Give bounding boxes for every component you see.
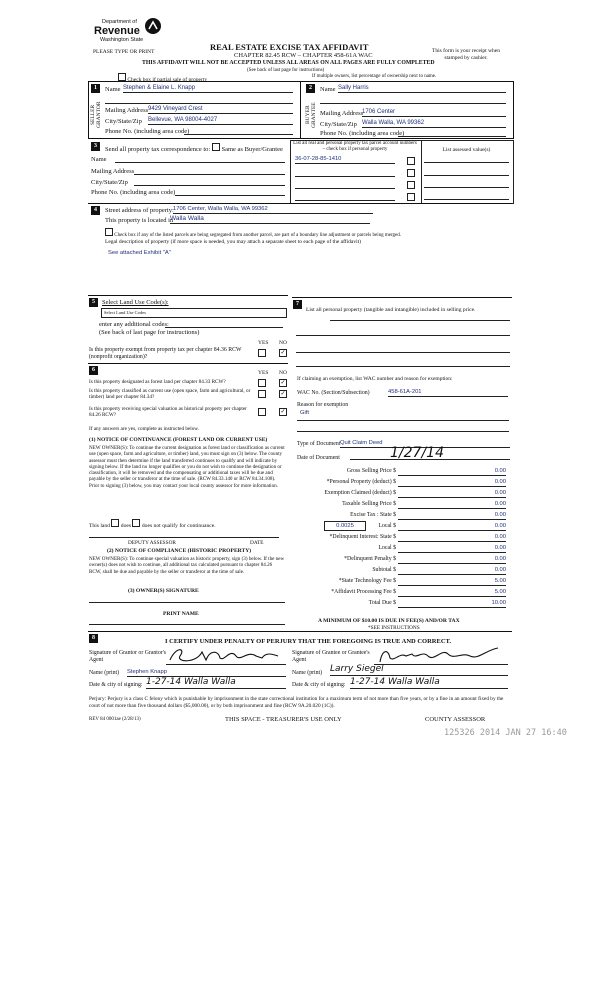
tax-line-value[interactable]: 5.00: [398, 589, 506, 597]
notice-1-title: (1) NOTICE OF CONTINUANCE (FOREST LAND OR CURRENT USE): [89, 437, 268, 443]
segregated-label: Check box if any of the listed parcels are being segregated from another parcel, are part of a boundary line adjustment or parcels being merged.: [114, 233, 401, 238]
tax-line-value[interactable]: 0.00: [398, 523, 506, 531]
tax-line-value[interactable]: 0.00: [398, 545, 506, 553]
doc-date-field[interactable]: 1/27/14: [350, 446, 510, 460]
tax-line-value[interactable]: 0.00: [398, 567, 506, 575]
parcel-field-2[interactable]: [295, 170, 395, 177]
reason-line-3[interactable]: [297, 431, 509, 432]
personal-property-field-1[interactable]: [330, 320, 510, 321]
corr-mailing-field[interactable]: [134, 167, 285, 175]
tax-line-value[interactable]: 0.00: [398, 556, 506, 564]
historic-yes-checkbox[interactable]: [258, 408, 266, 416]
if-any-yes: If any answers are yes, complete as instructed below.: [89, 426, 200, 432]
exempt-question: Is this property exempt from property tax per chapter 84.36 RCW (nonprofit organization)?: [89, 347, 242, 360]
grantor-signature-field[interactable]: [166, 644, 286, 665]
legal-description[interactable]: See attached Exhibit "A": [108, 250, 171, 256]
enter-codes-label: enter any additional codes:: [99, 321, 169, 328]
section-1-badge: 1: [91, 84, 100, 93]
tax-line: *Delinquent Penalty $: [344, 556, 396, 562]
tax-line: Taxable Selling Price $: [342, 501, 396, 507]
buyer-city-field[interactable]: Walla Walla, WA 99362: [362, 120, 506, 128]
grantee-date-field[interactable]: 1-27-14 Walla Walla: [350, 677, 508, 689]
grantor-date-label: Date & city of signing:: [89, 682, 143, 688]
parcel-field-4[interactable]: [295, 194, 395, 201]
agency-logo: [94, 17, 164, 47]
tax-line-value[interactable]: 0.00: [398, 468, 506, 476]
wac-intro: If claiming an exemption, list WAC number and reason for exemption:: [297, 376, 453, 382]
certify-statement: I CERTIFY UNDER PENALTY OF PERJURY THAT THE FOREGOING IS TRUE AND CORRECT.: [165, 638, 452, 645]
form-warning: THIS AFFIDAVIT WILL NOT BE ACCEPTED UNLESS ALL AREAS ON ALL PAGES ARE FULLY COMPLETED: [142, 60, 435, 66]
see-instructions: *SEE INSTRUCTIONS: [368, 625, 420, 631]
buyer-city-label: City/State/Zip: [320, 121, 357, 128]
does-label: does: [120, 523, 132, 529]
seller-name-field[interactable]: Stephen & Elaine L. Knapp: [123, 85, 293, 93]
buyer-name-label: Name: [320, 86, 336, 93]
seller-side-label: SELLER GRANTOR: [90, 101, 102, 129]
corr-name-label: Name: [91, 156, 107, 163]
land-use-select[interactable]: [101, 308, 287, 318]
section-2-badge: 2: [306, 84, 315, 93]
county-assessor: COUNTY ASSESSOR: [425, 716, 486, 723]
legal-label: Legal description of property (if more space is needed, you may attach a separate sheet to each page of the affidavit): [105, 239, 361, 245]
section-5-badge: 5: [89, 298, 98, 307]
land-use-label: Select Land Use Code(s):: [102, 299, 169, 306]
forest-question: Is this property designated as forest land per chapter 84.33 RCW?: [89, 379, 226, 385]
parcel-header: List all real and personal property tax parcel account numbers – check box if personal property: [293, 141, 417, 152]
recording-stamp: 125326 2014 JAN 27 16:40: [444, 728, 567, 738]
tax-line: *State Technology Fee $: [338, 578, 396, 584]
please-type: PLEASE TYPE OR PRINT: [93, 49, 155, 55]
agency-department: Department of: [102, 19, 137, 25]
form-revision: REV 84 0001ae (2/28/13): [89, 717, 141, 722]
s6-yes: YES: [258, 370, 269, 376]
same-as-buyer-label: Same as Buyer/Grantee: [221, 146, 283, 153]
parcel-field-3[interactable]: [295, 182, 395, 189]
seller-phone-field[interactable]: [184, 127, 293, 135]
assessed-field-1[interactable]: [424, 162, 509, 163]
deputy-signature-field[interactable]: [89, 533, 279, 538]
does-not-checkbox[interactable]: [132, 519, 140, 527]
corr-city-field[interactable]: [134, 178, 285, 186]
grantor-date-field[interactable]: 1-27-14 Walla Walla: [146, 677, 286, 689]
personal-property-checkbox-3[interactable]: [407, 181, 415, 189]
grantee-sig-label: Signature of Grantee or Grantee's Agent: [292, 650, 370, 663]
wac-label: WAC No. (Section/Subsection): [297, 390, 370, 396]
section-7-badge: 7: [293, 300, 302, 309]
grantee-signature-image: [374, 644, 508, 666]
does-checkbox[interactable]: [111, 519, 119, 527]
grantee-signature-field[interactable]: [374, 644, 508, 665]
tax-line-value[interactable]: 10.00: [398, 600, 506, 608]
tax-line: Total Due $: [368, 600, 396, 606]
form-title: REAL ESTATE EXCISE TAX AFFIDAVIT: [210, 42, 369, 52]
segregated-row: [105, 228, 401, 238]
corr-city-label: City/State/Zip: [91, 179, 128, 186]
owner-signature-label: (3) OWNER(S) SIGNATURE: [128, 588, 199, 594]
personal-property-label: List all personal property (tangible and intangible) included in selling price.: [306, 307, 476, 313]
tax-line-value[interactable]: 0.00: [398, 501, 506, 509]
minimum-due: A MINIMUM OF $10.00 IS DUE IN FEE(S) AND/OR TAX: [318, 618, 460, 624]
section-8-rule: [88, 631, 512, 632]
tax-line: Exemption Claimed (deduct) $: [324, 490, 396, 496]
personal-property-checkbox-4[interactable]: [407, 193, 415, 201]
exempt-no-checkbox[interactable]: [279, 349, 287, 357]
notice-2-title: (2) NOTICE OF COMPLIANCE (HISTORIC PROPERTY): [107, 548, 252, 554]
seller-divider: [300, 81, 301, 138]
notice-1-text: NEW OWNER(S): To continue the current designation as forest land or classification as current use (open space, farm and agriculture, or timber) land, you must sign on (3) below. The county assessor must then determine if the land transferred continues to qualify and will indicate by signing below. If the land no longer qualifies or you do not wish to continue the designation or classification, it will be removed and the compensating or additional taxes will be due and payable by the seller or transferor at the time of sale. (RCW 84.33.140 or RCW 84.34.108). Prior to signing (3) below, you may contact your local county assessor for more information.: [89, 445, 285, 489]
tax-line: Local $: [378, 545, 396, 551]
segregated-checkbox[interactable]: [105, 228, 113, 236]
buyer-name-field[interactable]: Sally Harris: [338, 85, 506, 93]
send-label-text: Send all property tax correspondence to:: [105, 146, 211, 153]
perjury-notice: Perjury: Perjury is a class C felony which is punishable by imprisonment in the state correctional institution for a maximum term of not more than five years, or by a fine in an amount fixed by the court of not more than five thousand dollars ($5,000.00), or by both imprisonment and fine (RCW 9A.20.020 (1C)).: [89, 696, 504, 709]
seller-blank-line[interactable]: [105, 97, 293, 104]
tax-line: *Delinquent Interest: State $: [329, 534, 396, 540]
agency-state: Washington State: [100, 37, 144, 43]
tax-line: Subtotal $: [372, 567, 396, 573]
grantor-signature-image: [166, 644, 286, 666]
section-6-rule: [88, 363, 288, 364]
personal-property-checkbox-1[interactable]: [407, 157, 415, 165]
section-6-badge: 6: [89, 366, 98, 375]
tax-line: Local $: [378, 523, 396, 529]
agency-name: Revenue: [94, 25, 140, 37]
revenue-logo-icon: [144, 17, 162, 35]
deputy-date-label: DATE: [250, 540, 264, 546]
tax-line: *Affidavit Processing Fee $: [331, 589, 396, 595]
does-not-label: does not qualify for continuance.: [141, 523, 216, 529]
doc-type-label: Type of Document: [297, 441, 341, 447]
reason-line-2[interactable]: [297, 420, 509, 421]
section-5-rule: [88, 295, 288, 296]
tax-line-value[interactable]: 5.00: [398, 578, 506, 586]
treasurer-use: THIS SPACE - TREASURER'S USE ONLY: [225, 716, 342, 723]
print-name-field[interactable]: [89, 620, 285, 625]
tax-line: *Personal Property (deduct) $: [326, 479, 396, 485]
section-8-badge: 8: [89, 634, 98, 643]
tax-line: Excise Tax : State $: [350, 512, 396, 518]
notice-2-text: NEW OWNER(S): To continue special valuation as historic property, sign (3) below. If the new owner(s) does not wish to continue, all additional tax calculated pursuant to chapter 84.26 RCW, shall be due and payable by the seller or transferor at the time of sale.: [89, 556, 285, 575]
historic-no-checkbox[interactable]: [279, 408, 287, 416]
multiple-owners-note: If multiple owners, list percentage of ownership next to name.: [312, 74, 437, 79]
send-correspondence-label: [105, 143, 283, 153]
seller-mailing-label: Mailing Address: [105, 107, 149, 114]
street-field[interactable]: 1706 Center, Walla Walla, WA 99362: [173, 206, 373, 214]
reason-label: Reason for exemption: [297, 402, 349, 408]
buyer-blank-line[interactable]: [320, 97, 506, 104]
buyer-side-label: BUYER GRANTEE: [305, 102, 317, 128]
tax-line-value[interactable]: 0.00: [398, 512, 506, 520]
personal-property-field-3[interactable]: [296, 352, 510, 353]
corr-phone-label: Phone No. (including area code): [91, 189, 176, 196]
tax-line-value[interactable]: 0.00: [398, 490, 506, 498]
seller-city-label: City/State/Zip: [105, 118, 142, 125]
same-as-buyer-checkbox[interactable]: [212, 143, 220, 151]
seller-name-label: Name: [105, 86, 121, 93]
current-use-no-checkbox[interactable]: [279, 390, 287, 398]
historic-question: Is this property receiving special valuation as historical property per chapter 84.26 RCW?: [89, 406, 247, 419]
land-use-select-value: Select Land Use Codes: [104, 310, 146, 315]
located-field[interactable]: Walla Walla: [170, 215, 370, 224]
s5-yes: YES: [258, 340, 269, 346]
grantor-sig-label: Signature of Grantor or Grantor's Agent: [89, 650, 167, 663]
deputy-label: DEPUTY ASSESSOR: [128, 540, 176, 546]
current-use-yes-checkbox[interactable]: [258, 390, 266, 398]
located-label: This property is located in: [105, 217, 174, 224]
corr-phone-field[interactable]: [175, 188, 285, 196]
personal-property-field-4[interactable]: [296, 366, 510, 367]
forest-no-checkbox[interactable]: [279, 379, 287, 387]
assessed-header: List assessed value(s): [442, 147, 491, 153]
doc-type-field[interactable]: Quit Claim Deed: [340, 440, 510, 448]
enter-codes-field[interactable]: [165, 320, 283, 328]
see-back: (See back of last page for instructions): [247, 68, 325, 73]
personal-property-field-2[interactable]: [296, 335, 510, 336]
qualify-row: [89, 519, 216, 529]
assessed-field-4[interactable]: [424, 199, 509, 200]
wac-field[interactable]: 458-61A-201: [388, 389, 508, 397]
buyer-phone-label: Phone No. (including area code): [320, 130, 405, 137]
doc-date-label: Date of Document: [297, 455, 340, 461]
section-4-rule: [88, 203, 512, 204]
s5-no: NO: [279, 340, 287, 346]
buyer-phone-field[interactable]: [398, 136, 506, 137]
corr-name-field[interactable]: [115, 155, 285, 163]
section-7-rule: [292, 297, 512, 298]
tax-line-value[interactable]: 0.00: [398, 479, 506, 487]
exempt-yes-checkbox[interactable]: [258, 349, 266, 357]
forest-yes-checkbox[interactable]: [258, 379, 266, 387]
corr-mailing-label: Mailing Address: [91, 168, 135, 175]
partial-sale-checkbox[interactable]: [118, 73, 126, 81]
reason-field[interactable]: Gift: [300, 410, 310, 416]
current-use-question: Is this property classified as current use (open space, farm and agricultural, or timber) land per chapter 84.34?: [89, 388, 251, 401]
partial-sale-label: Check box if partial sale of property: [127, 77, 208, 83]
assessed-field-2[interactable]: [424, 175, 509, 176]
grantor-name-label: Name (print): [89, 670, 120, 676]
receipt-note: This form is your receipt when stamped by cashier.: [432, 48, 500, 61]
grantee-name-field[interactable]: Larry Siegel: [330, 664, 508, 676]
this-land-label: This land: [89, 523, 110, 529]
print-name-label: PRINT NAME: [163, 611, 199, 617]
personal-property-checkbox-2[interactable]: [407, 169, 415, 177]
local-rate-field[interactable]: 0.0025: [324, 521, 366, 531]
tax-line: Gross Selling Price $: [346, 468, 396, 474]
section-4-badge: 4: [91, 206, 100, 215]
street-label: Street address of property:: [105, 207, 174, 214]
seller-phone-label: Phone No. (including area code): [105, 128, 190, 135]
buyer-mailing-label: Mailing Address: [320, 110, 364, 117]
grantee-name-label: Name (print): [292, 670, 323, 676]
seller-mailing-field[interactable]: 9429 Vineyard Crest: [148, 106, 293, 114]
section-3-badge: 3: [91, 142, 100, 151]
owner-signature-field[interactable]: [89, 594, 285, 603]
grantee-date-label: Date & city of signing:: [292, 682, 346, 688]
form-chapter: CHAPTER 82.45 RCW – CHAPTER 458-61A WAC: [234, 52, 373, 59]
land-use-see-back: (See back of last page for instructions): [99, 329, 200, 336]
grantor-name-field[interactable]: Stephen Knapp: [127, 669, 286, 677]
seller-city-field[interactable]: Bellevue, WA 98004-4027: [148, 117, 293, 125]
buyer-mailing-field[interactable]: 1706 Center: [362, 109, 506, 117]
parcel-field-1[interactable]: 36-07-28-85-1410: [295, 156, 395, 164]
s6-no: NO: [279, 370, 287, 376]
tax-line-value[interactable]: 0.00: [398, 534, 506, 542]
assessed-field-3[interactable]: [424, 187, 509, 188]
